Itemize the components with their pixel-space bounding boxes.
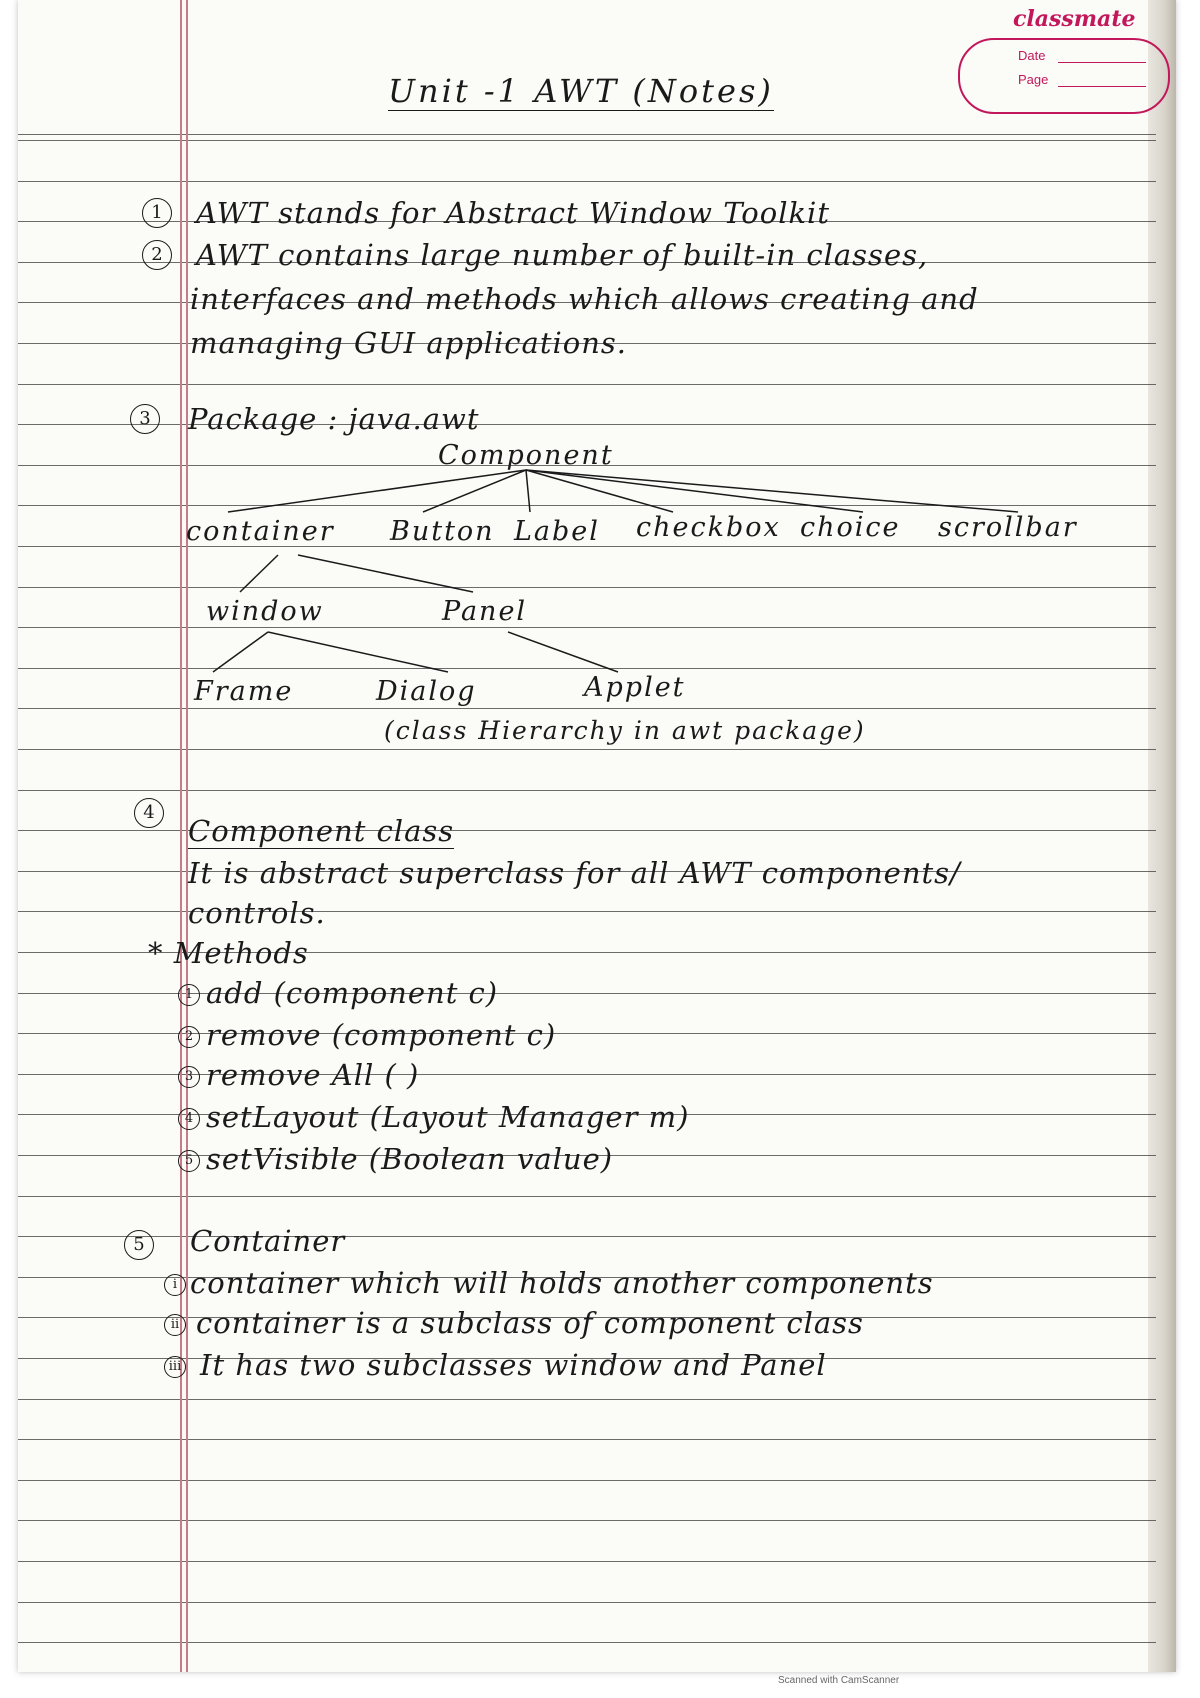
tree-edge (213, 632, 268, 672)
ruled-line (18, 1439, 1156, 1440)
tree-edge (508, 632, 618, 672)
container-item: container which will holds another components (190, 1266, 934, 1300)
ruled-line (18, 1236, 1156, 1237)
method-marker: 1 (178, 984, 200, 1006)
list-marker: i (164, 1274, 186, 1296)
brand-logo: classmate (1013, 6, 1136, 32)
method-item: setVisible (Boolean value) (206, 1142, 614, 1176)
tree-node: Panel (442, 596, 528, 627)
list-marker: ii (164, 1314, 186, 1336)
method-item: remove (component c) (206, 1018, 557, 1052)
ruled-line (18, 1399, 1156, 1400)
ruled-line (18, 1561, 1156, 1562)
tree-node: Applet (584, 672, 686, 703)
ruled-line (18, 1480, 1156, 1481)
method-item: setLayout (Layout Manager m) (206, 1100, 690, 1134)
notebook-page (18, 0, 1176, 1672)
tree-node: Frame (194, 676, 294, 707)
point-marker: 2 (142, 240, 172, 270)
tree-edge (268, 632, 448, 672)
point-marker: 1 (142, 198, 172, 228)
diagram-caption: (class Hierarchy in awt package) (384, 716, 866, 745)
date-label: Date (1018, 48, 1046, 63)
tree-edge (526, 470, 863, 512)
container-item: It has two subclasses window and Panel (200, 1348, 827, 1382)
package-line: Package : java.awt (188, 402, 480, 436)
point-marker: 3 (130, 404, 160, 434)
tree-root: Component (438, 440, 614, 471)
ruled-line (18, 1602, 1156, 1603)
method-marker: 3 (178, 1066, 200, 1088)
method-item: add (component c) (206, 976, 499, 1010)
page-title: Unit -1 AWT (Notes) (388, 72, 774, 110)
tree-edge (298, 555, 473, 592)
method-marker: 2 (178, 1026, 200, 1048)
tree-edge (423, 470, 526, 512)
class-hierarchy-diagram (18, 0, 1176, 760)
tree-edge (240, 555, 278, 592)
section-heading: Component class (188, 814, 455, 848)
section-desc: It is abstract superclass for all AWT components/ (188, 856, 961, 890)
tree-node: Button (390, 516, 495, 547)
method-item: remove All ( ) (206, 1058, 420, 1092)
container-item: container is a subclass of component class (196, 1306, 864, 1340)
ruled-line (18, 790, 1156, 791)
ruled-line (18, 1196, 1156, 1197)
page-label: Page (1018, 72, 1049, 87)
tree-node: container (186, 516, 335, 547)
tree-edge (526, 470, 530, 512)
point-text: interfaces and methods which allows creating and (190, 282, 979, 316)
methods-heading: * Methods (148, 936, 309, 970)
ruled-line (18, 1642, 1156, 1643)
tree-node: scrollbar (938, 512, 1078, 543)
tree-node: choice (800, 512, 901, 543)
tree-node: checkbox (636, 512, 781, 543)
tree-node: window (206, 596, 324, 627)
point-text: AWT contains large number of built-in classes, (196, 238, 929, 272)
tree-node: Label (514, 516, 600, 547)
point-marker: 4 (134, 798, 164, 828)
point-text: managing GUI applications. (190, 326, 627, 360)
tree-edge (228, 470, 526, 512)
point-text: AWT stands for Abstract Window Toolkit (196, 196, 830, 230)
section-desc: controls. (188, 896, 326, 930)
list-marker: iii (164, 1356, 186, 1378)
scanner-watermark: Scanned with CamScanner (778, 1675, 900, 1686)
point-marker: 5 (124, 1230, 154, 1260)
ruled-line (18, 1520, 1156, 1521)
tree-node: Dialog (376, 676, 477, 707)
method-marker: 5 (178, 1150, 200, 1172)
method-marker: 4 (178, 1108, 200, 1130)
section-heading: Container (190, 1224, 346, 1258)
